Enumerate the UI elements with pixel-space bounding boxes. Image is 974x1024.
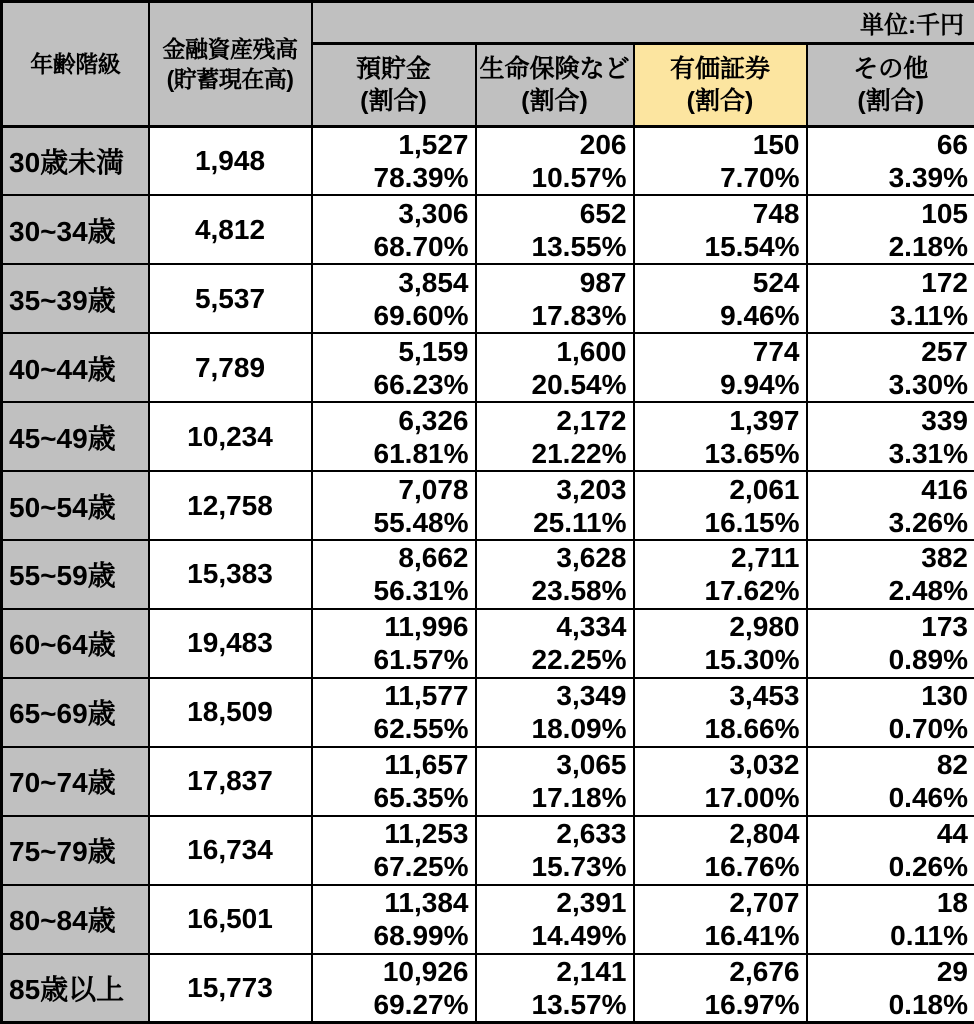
percent-value: 15.73% <box>531 851 627 883</box>
insurance-cell <box>476 402 634 471</box>
percent-value: 0.26% <box>888 851 968 883</box>
amount-value: 11,996 <box>384 611 469 643</box>
table-row <box>2 195 974 264</box>
deposits-cell <box>312 471 476 540</box>
securities-cell <box>634 195 807 264</box>
securities-cell <box>634 333 807 402</box>
insurance-cell <box>476 678 634 747</box>
percent-value: 21.22% <box>531 437 627 469</box>
amount-value: 3,854 <box>398 266 469 298</box>
amount-value: 2,633 <box>556 818 627 850</box>
amount-value: 1,527 <box>398 129 469 161</box>
percent-value: 16.76% <box>704 851 800 883</box>
balance-value: 1,948 <box>149 127 312 196</box>
insurance-cell <box>476 747 634 816</box>
balance-value: 16,734 <box>149 816 312 885</box>
col-header-securities-highlighted <box>634 44 807 127</box>
securities-cell <box>634 609 807 678</box>
percent-value: 23.58% <box>531 575 627 607</box>
col-header-other-line1: その他 <box>853 54 929 83</box>
percent-value: 13.55% <box>531 230 627 262</box>
amount-value: 11,577 <box>384 680 469 712</box>
age-label: 80~84歳 <box>2 885 149 954</box>
percent-value: 3.30% <box>888 368 968 400</box>
amount-value: 173 <box>921 611 968 643</box>
amount-value: 2,172 <box>556 404 627 436</box>
amount-value: 524 <box>752 266 800 298</box>
insurance-cell <box>476 471 634 540</box>
insurance-cell <box>476 264 634 333</box>
amount-value: 29 <box>936 955 968 987</box>
age-label: 30歳未満 <box>2 127 149 196</box>
amount-value: 11,657 <box>384 749 469 781</box>
percent-value: 66.23% <box>373 368 469 400</box>
percent-value: 10.57% <box>531 162 627 194</box>
deposits-cell <box>312 609 476 678</box>
balance-value: 10,234 <box>149 402 312 471</box>
percent-value: 69.60% <box>373 299 469 331</box>
percent-value: 14.49% <box>531 920 627 952</box>
balance-value: 15,383 <box>149 540 312 609</box>
amount-value: 382 <box>921 542 968 574</box>
percent-value: 55.48% <box>373 506 469 538</box>
insurance-cell <box>476 195 634 264</box>
amount-value: 66 <box>936 129 968 161</box>
table-row <box>2 540 974 609</box>
other-cell <box>807 195 974 264</box>
age-label: 65~69歳 <box>2 678 149 747</box>
table-row <box>2 264 974 333</box>
securities-cell <box>634 747 807 816</box>
percent-value: 2.18% <box>888 230 968 262</box>
balance-value: 12,758 <box>149 471 312 540</box>
percent-value: 78.39% <box>373 162 469 194</box>
securities-cell <box>634 471 807 540</box>
securities-cell <box>634 264 807 333</box>
balance-value: 19,483 <box>149 609 312 678</box>
amount-value: 82 <box>936 749 968 781</box>
header-top-row <box>2 2 974 44</box>
percent-value: 22.25% <box>531 644 627 676</box>
amount-value: 257 <box>921 335 968 367</box>
amount-value: 3,306 <box>398 197 469 229</box>
insurance-cell <box>476 954 634 1023</box>
percent-value: 68.70% <box>373 230 469 262</box>
amount-value: 2,711 <box>730 542 800 574</box>
percent-value: 13.57% <box>531 988 627 1020</box>
age-label: 60~64歳 <box>2 609 149 678</box>
percent-value: 0.18% <box>888 988 968 1020</box>
balance-value: 17,837 <box>149 747 312 816</box>
amount-value: 339 <box>921 404 968 436</box>
percent-value: 18.66% <box>704 713 800 745</box>
other-cell <box>807 885 974 954</box>
amount-value: 3,065 <box>556 749 627 781</box>
age-label: 50~54歳 <box>2 471 149 540</box>
deposits-cell <box>312 954 476 1023</box>
amount-value: 4,334 <box>556 611 627 643</box>
percent-value: 3.26% <box>888 506 968 538</box>
percent-value: 3.39% <box>888 162 968 194</box>
securities-cell <box>634 954 807 1023</box>
amount-value: 5,159 <box>398 335 469 367</box>
deposits-cell <box>312 678 476 747</box>
table-row <box>2 402 974 471</box>
col-header-balance <box>149 2 312 127</box>
age-label: 45~49歳 <box>2 402 149 471</box>
insurance-cell <box>476 540 634 609</box>
percent-value: 2.48% <box>888 575 968 607</box>
col-header-balance-line2: (貯蓄現在高) <box>166 66 294 92</box>
percent-value: 15.54% <box>704 230 800 262</box>
percent-value: 16.97% <box>704 988 800 1020</box>
percent-value: 9.94% <box>720 368 800 400</box>
table-row <box>2 747 974 816</box>
percent-value: 13.65% <box>704 437 800 469</box>
amount-value: 7,078 <box>398 473 469 505</box>
percent-value: 56.31% <box>373 575 469 607</box>
amount-value: 3,628 <box>556 542 627 574</box>
col-header-deposits <box>312 44 476 127</box>
securities-cell <box>634 678 807 747</box>
securities-cell <box>634 127 807 196</box>
amount-value: 3,349 <box>556 680 627 712</box>
amount-value: 3,453 <box>729 680 800 712</box>
other-cell <box>807 678 974 747</box>
age-label: 85歳以上 <box>2 954 149 1023</box>
percent-value: 16.15% <box>704 506 800 538</box>
amount-value: 8,662 <box>398 542 469 574</box>
col-header-deposits-line2: (割合) <box>360 87 427 115</box>
percent-value: 0.46% <box>888 782 968 814</box>
amount-value: 18 <box>936 887 968 919</box>
col-header-insurance-line2: (割合) <box>521 87 588 115</box>
percent-value: 62.55% <box>373 713 469 745</box>
col-header-insurance-line1: 生命保険など <box>479 54 630 83</box>
table-body <box>2 127 974 1023</box>
percent-value: 0.89% <box>888 644 968 676</box>
securities-cell <box>634 402 807 471</box>
age-label: 30~34歳 <box>2 195 149 264</box>
insurance-cell <box>476 816 634 885</box>
amount-value: 774 <box>752 335 800 367</box>
deposits-cell <box>312 195 476 264</box>
other-cell <box>807 264 974 333</box>
amount-value: 206 <box>579 129 627 161</box>
percent-value: 3.31% <box>888 437 968 469</box>
amount-value: 3,203 <box>556 473 627 505</box>
col-header-other <box>807 44 974 127</box>
amount-value: 10,926 <box>382 955 469 987</box>
other-cell <box>807 609 974 678</box>
table-row <box>2 954 974 1023</box>
amount-value: 416 <box>921 473 968 505</box>
unit-label: 単位:千円 <box>312 2 974 44</box>
amount-value: 44 <box>936 818 968 850</box>
amount-value: 2,141 <box>556 955 627 987</box>
table-row <box>2 127 974 196</box>
other-cell <box>807 471 974 540</box>
other-cell <box>807 816 974 885</box>
other-cell <box>807 747 974 816</box>
table-row <box>2 471 974 540</box>
amount-value: 3,032 <box>729 749 800 781</box>
amount-value: 2,676 <box>729 955 800 987</box>
percent-value: 18.09% <box>531 713 627 745</box>
balance-value: 16,501 <box>149 885 312 954</box>
insurance-cell <box>476 127 634 196</box>
amount-value: 130 <box>921 680 968 712</box>
percent-value: 3.11% <box>890 299 968 331</box>
percent-value: 25.11% <box>533 506 627 538</box>
percent-value: 17.18% <box>531 782 627 814</box>
amount-value: 987 <box>579 266 627 298</box>
deposits-cell <box>312 747 476 816</box>
col-header-age: 年齢階級 <box>2 2 149 127</box>
securities-cell <box>634 816 807 885</box>
table-row <box>2 816 974 885</box>
balance-value: 5,537 <box>149 264 312 333</box>
percent-value: 61.57% <box>373 644 469 676</box>
securities-cell <box>634 885 807 954</box>
percent-value: 69.27% <box>373 988 469 1020</box>
insurance-cell <box>476 333 634 402</box>
amount-value: 652 <box>579 197 627 229</box>
age-label: 55~59歳 <box>2 540 149 609</box>
other-cell <box>807 333 974 402</box>
age-label: 75~79歳 <box>2 816 149 885</box>
percent-value: 0.11% <box>890 920 968 952</box>
percent-value: 15.30% <box>704 644 800 676</box>
table-row <box>2 609 974 678</box>
percent-value: 16.41% <box>704 920 800 952</box>
percent-value: 17.00% <box>704 782 800 814</box>
age-label: 70~74歳 <box>2 747 149 816</box>
age-label: 40~44歳 <box>2 333 149 402</box>
deposits-cell <box>312 264 476 333</box>
amount-value: 150 <box>752 129 800 161</box>
other-cell <box>807 540 974 609</box>
col-header-insurance <box>476 44 634 127</box>
amount-value: 2,707 <box>729 887 800 919</box>
amount-value: 2,061 <box>729 473 800 505</box>
col-header-deposits-line1: 預貯金 <box>355 54 431 83</box>
col-header-securities-line2: (割合) <box>686 87 754 115</box>
amount-value: 1,397 <box>729 404 800 436</box>
percent-value: 0.70% <box>888 713 968 745</box>
amount-value: 172 <box>921 266 968 298</box>
balance-value: 4,812 <box>149 195 312 264</box>
securities-cell <box>634 540 807 609</box>
amount-value: 748 <box>752 197 800 229</box>
deposits-cell <box>312 402 476 471</box>
deposits-cell <box>312 885 476 954</box>
percent-value: 61.81% <box>373 437 469 469</box>
percent-value: 65.35% <box>373 782 469 814</box>
deposits-cell <box>312 333 476 402</box>
col-header-other-line2: (割合) <box>857 87 925 115</box>
balance-value: 7,789 <box>149 333 312 402</box>
percent-value: 20.54% <box>531 368 627 400</box>
percent-value: 68.99% <box>373 920 469 952</box>
amount-value: 6,326 <box>398 404 469 436</box>
deposits-cell <box>312 816 476 885</box>
table-row <box>2 678 974 747</box>
amount-value: 11,384 <box>384 887 469 919</box>
amount-value: 2,804 <box>729 818 800 850</box>
percent-value: 7.70% <box>720 162 800 194</box>
amount-value: 11,253 <box>384 818 469 850</box>
percent-value: 9.46% <box>720 299 800 331</box>
age-label: 35~39歳 <box>2 264 149 333</box>
insurance-cell <box>476 885 634 954</box>
deposits-cell <box>312 540 476 609</box>
amount-value: 2,391 <box>556 887 627 919</box>
amount-value: 105 <box>921 197 968 229</box>
col-header-securities-line1: 有価証券 <box>669 54 770 83</box>
percent-value: 17.83% <box>531 299 627 331</box>
table-row <box>2 885 974 954</box>
balance-value: 18,509 <box>149 678 312 747</box>
insurance-cell <box>476 609 634 678</box>
amount-value: 1,600 <box>556 335 627 367</box>
deposits-cell <box>312 127 476 196</box>
other-cell <box>807 954 974 1023</box>
other-cell <box>807 127 974 196</box>
other-cell <box>807 402 974 471</box>
table-row <box>2 333 974 402</box>
percent-value: 17.62% <box>704 575 800 607</box>
col-header-balance-line1: 金融資産残高 <box>162 35 298 62</box>
balance-value: 15,773 <box>149 954 312 1023</box>
percent-value: 67.25% <box>373 851 469 883</box>
amount-value: 2,980 <box>729 611 800 643</box>
